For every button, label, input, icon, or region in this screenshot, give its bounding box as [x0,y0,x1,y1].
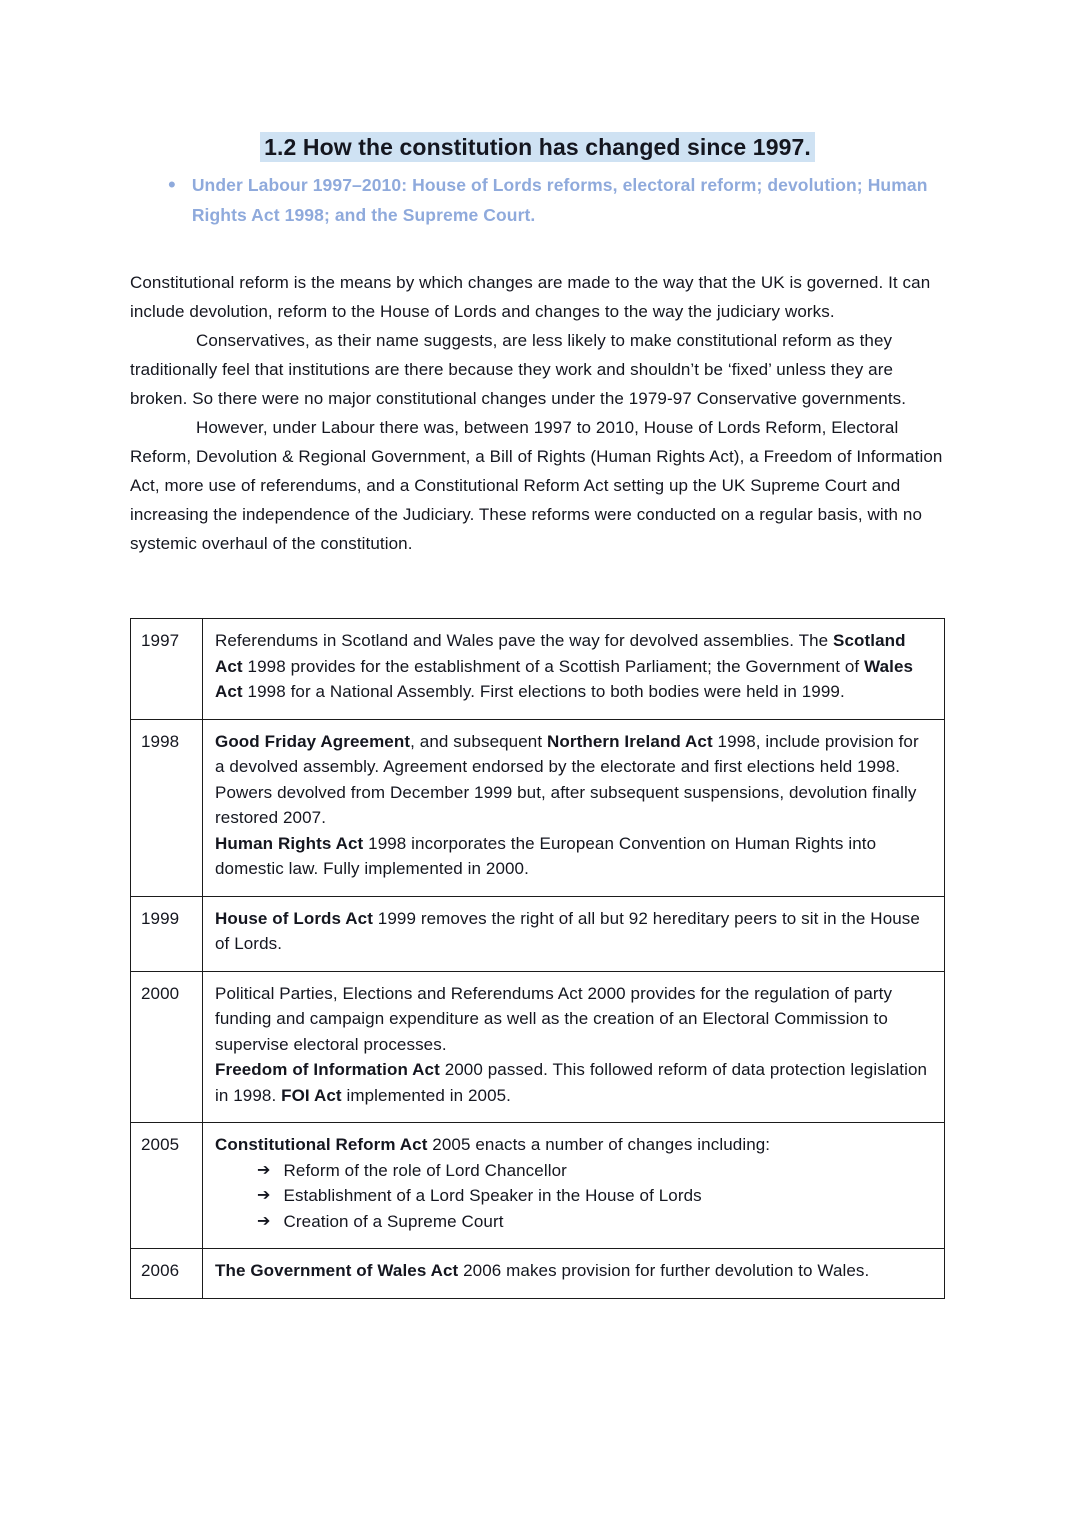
description-text: 1998 incorporates the European Convention on Human Rights into domestic law. Fully implemented in 2000. [215,833,877,878]
arrow-bullet-item [257,1158,930,1184]
description-text: 1999 removes the right of all but 92 hereditary peers to sit in the House of Lords. [215,908,920,953]
paragraph-conservatives: Conservatives, as their name suggests, are less likely to make constitutional reform as they traditionally feel that institutions are there because they work and shouldn’t be ‘fixed’ unless they are broken. So there were no major constitutional changes under the 1979-97 Conservative governments. [130,331,907,408]
description-cell [203,896,945,971]
description-text: 2005 enacts a number of changes including: [427,1135,771,1154]
year-cell: 2000 [131,971,203,1123]
table-row [131,1123,945,1249]
description-text: 1998 provides for the establishment of a Scottish Parliament; the Government of [242,656,865,676]
year-cell: 2005 [131,1123,203,1249]
description-text: 2000 passed. This followed reform of data protection legislation in 1998. [215,1060,928,1105]
description-bold-text: Good Friday Agreement [215,731,411,751]
table-row [131,896,945,971]
description-text: 2006 makes provision for further devolution to Wales. [458,1261,870,1280]
description-cell [203,971,945,1123]
description-bold-text: Human Rights Act [215,833,364,853]
description-bold-text: Scotland Act [215,631,906,676]
year-cell: 1998 [131,719,203,896]
description-bold-text: The Government of Wales Act [215,1261,459,1280]
description-text: 1998 for a National Assembly. First elections to both bodies were held in 1999. [242,682,845,701]
arrow-bullet-text: Establishment of a Lord Speaker in the House of Lords [283,1186,702,1205]
description-text: Referendums in Scotland and Wales pave the way for devolved assemblies. The [215,631,834,650]
description-bold-text: FOI Act [281,1085,342,1105]
table-row [131,719,945,896]
description-cell [203,1123,945,1249]
arrow-bullet-item [257,1209,930,1235]
description-bold-text: Wales Act [215,656,914,701]
year-cell: 2006 [131,1249,203,1299]
subtitle-bullet [130,170,945,230]
arrow-bullet-item [257,1183,930,1209]
paragraph-labour-reforms: However, under Labour there was, between 1997 to 2010, House of Lords Reform, Electoral Reform, Devolution & Regional Government, a Bill of Rights (Human Rights Act), a Freedom of Information Act, more use of referendums, and a Constitutional Reform Act setting up the UK Supreme Court and increasing the independence of the Judiciary. These reforms were conducted on a regular basis, with no systemic overhaul of the constitution. [130,418,943,553]
description-bold-text: Constitutional Reform Act [215,1135,428,1154]
description-text: 1998, include provision for a devolved assembly. Agreement endorsed by the electorate and first elections held 1998. Powers devolved from December 1999 but, after subsequent suspensions, devolution finally restored 2007. [215,731,919,827]
year-cell: 1999 [131,896,203,971]
arrow-bullet-icon: ➔ [257,1212,271,1230]
arrow-bullet-text: Reform of the role of Lord Chancellor [283,1160,567,1180]
body-copy [130,268,945,558]
description-text: implemented in 2005. [341,1085,512,1105]
description-bold-text: Northern Ireland Act [547,731,713,751]
arrow-bullet-list [257,1158,930,1235]
timeline-table-body [131,619,945,1299]
page-title-highlight: 1.2 How the constitution has changed since 1997. [260,132,815,162]
arrow-bullet-icon: ➔ [257,1161,271,1179]
description-cell [203,1249,945,1299]
bullet-dot-icon: • [168,172,176,197]
description-text: , and subsequent [410,731,547,751]
description-text: Political Parties, Elections and Referendums Act 2000 provides for the regulation of party funding and campaign expenditure as well as the creation of an Electoral Commission to supervise electoral processes. [215,983,893,1054]
table-row [131,971,945,1123]
description-cell [203,619,945,720]
paragraph-intro: Constitutional reform is the means by which changes are made to the way that the UK is governed. It can include devolution, reform to the House of Lords and changes to the way the judiciary works. [130,273,931,321]
description-bold-text: Freedom of Information Act [215,1060,440,1079]
description-bold-text: House of Lords Act [215,908,373,928]
table-row [131,619,945,720]
table-row [131,1249,945,1299]
arrow-bullet-text: Creation of a Supreme Court [283,1211,504,1231]
timeline-table [130,618,945,1299]
description-cell [203,719,945,896]
year-cell: 1997 [131,619,203,720]
page-title [130,132,945,162]
arrow-bullet-icon: ➔ [257,1187,271,1204]
subtitle-text: Under Labour 1997–2010: House of Lords reforms, electoral reform; devolution; Human Rights Act 1998; and the Supreme Court. [191,175,928,225]
